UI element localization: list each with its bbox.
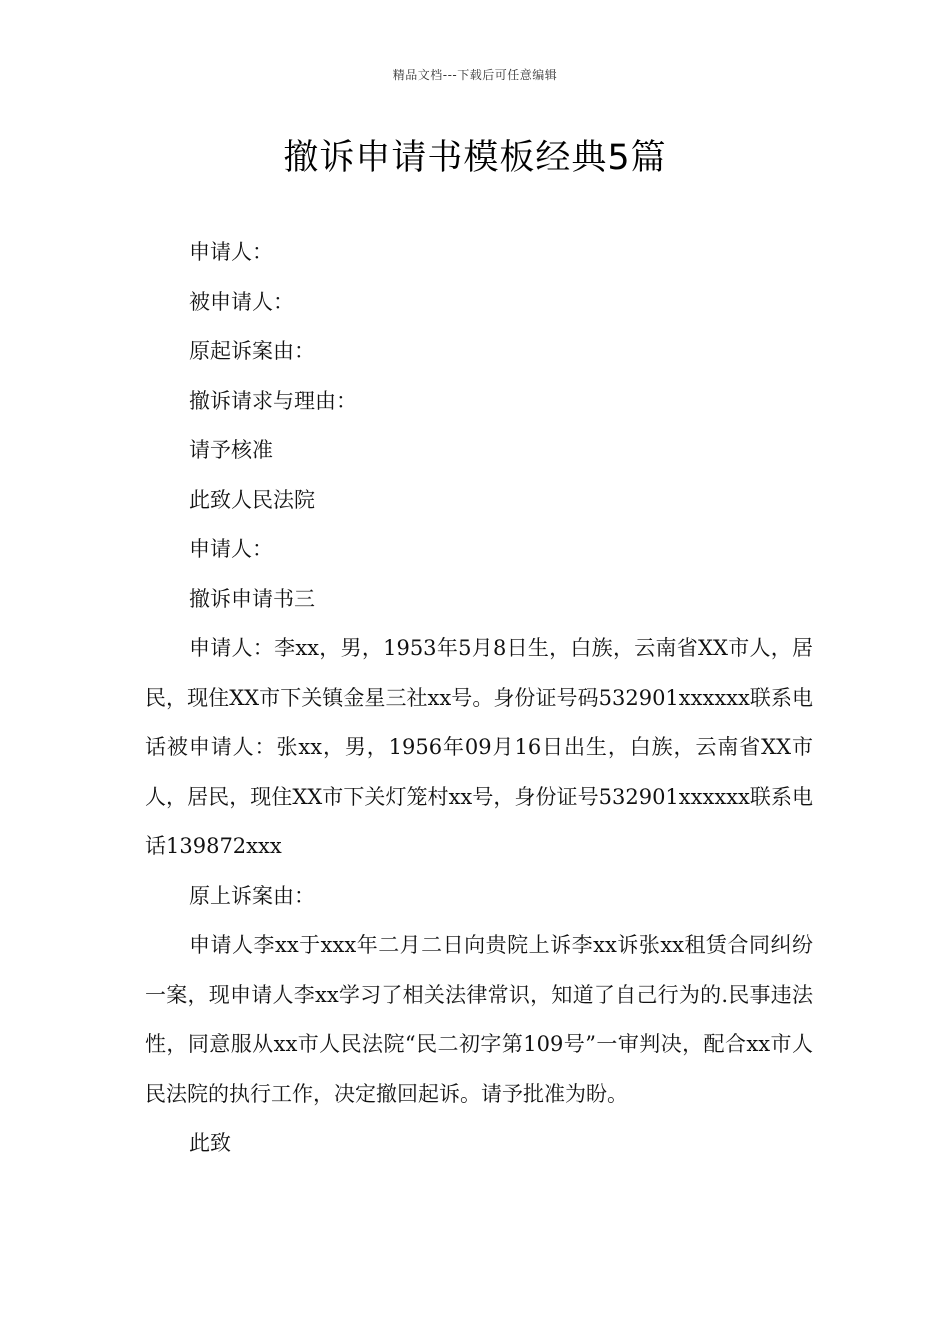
paragraph-please-approve: 请予核准 [189, 438, 273, 462]
paragraph-applicant-signature: 申请人： [189, 537, 273, 561]
paragraph-section-heading: 撤诉申请书三 [189, 586, 315, 611]
paragraph-appeal-cause: 原上诉案由： [189, 883, 315, 908]
header-note: 精品文档---下载后可任意编辑 [392, 68, 558, 82]
document-body [145, 228, 813, 1169]
paragraph-addressee: 此致人民法院 [189, 487, 315, 512]
paragraph-original-cause: 原起诉案由： [189, 339, 315, 363]
paragraph-withdrawal-request: 撤诉请求与理由： [189, 388, 357, 413]
paragraph-closing: 此致 [189, 1131, 231, 1155]
paragraph-withdrawal-statement: 申请人李xx于xxx年二月二日向贵院上诉李xx诉张xx租赁合同纠纷一案，现申请人李xx学习了相关法律常识，知道了自己行为的.民事违法性，同意服从xx市人民法院“民二初字第109号”一审判决，配合xx市人民法院的执行工作，决定撤回起诉。请予批准为盼。 [145, 933, 813, 1106]
paragraph-applicant: 申请人： [189, 240, 273, 264]
document-title: 撤诉申请书模板经典5篇 [283, 138, 667, 178]
paragraph-respondent: 被申请人： [189, 289, 294, 314]
paragraph-party-details: 申请人：李xx，男，1953年5月8日生，白族，云南省XX市人，居民，现住XX市下关镇金星三社xx号。身份证号码532901xxxxxx联系电话被申请人：张xx，男，1956年09月16日出生，白族，云南省XX市人，居民，现住XX市下关灯笼村xx号，身份证号532901xxxxxx联系电话139872xxx [145, 636, 813, 858]
